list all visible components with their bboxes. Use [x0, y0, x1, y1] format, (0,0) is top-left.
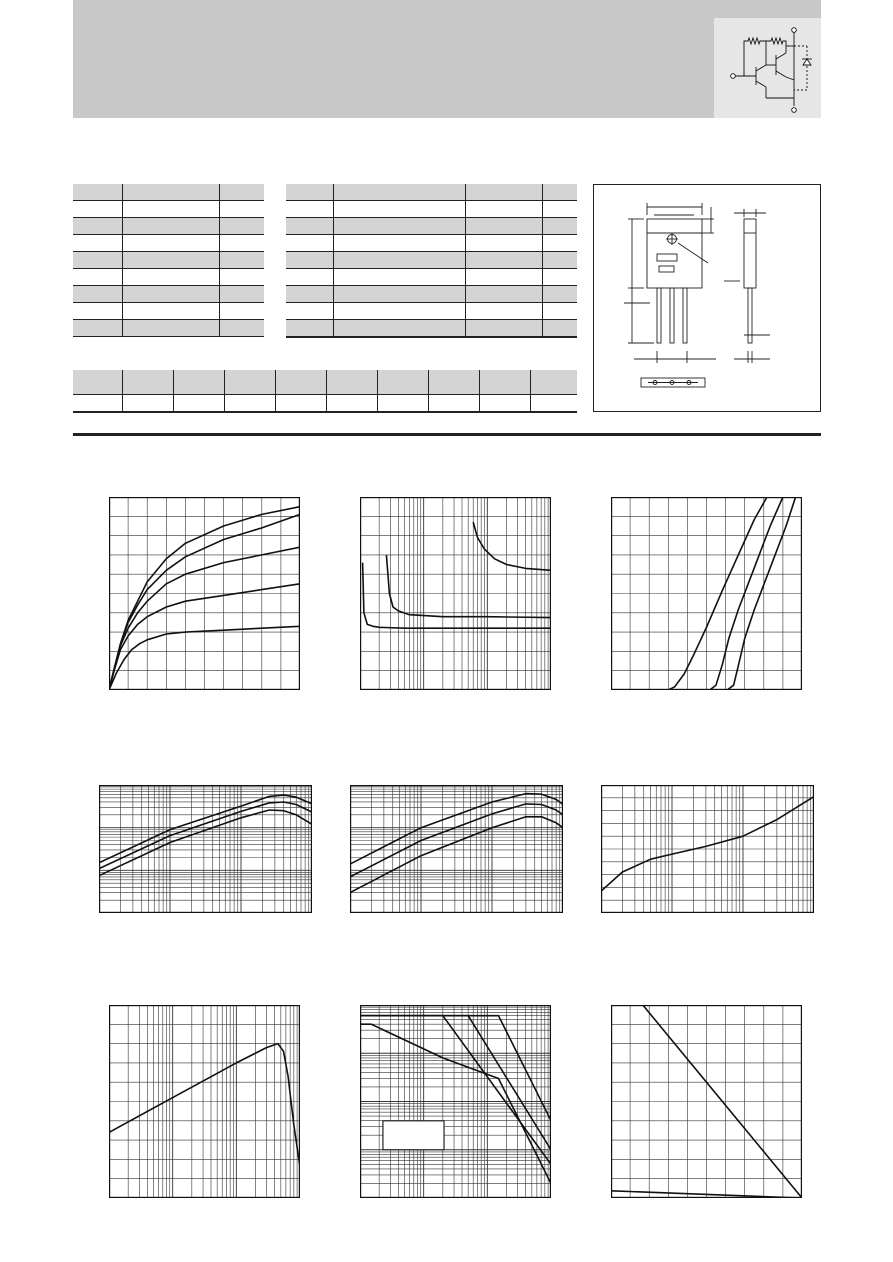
absolute-ratings-table — [73, 184, 264, 337]
annotation-box — [383, 1121, 444, 1150]
chart-safe-operating-area — [360, 1005, 551, 1198]
circuit-symbol — [714, 18, 821, 118]
chart-hfe-ic-a — [99, 785, 312, 913]
chart-power-derating — [611, 1005, 802, 1198]
chart-vce-ib — [360, 497, 551, 690]
chart-ic-vbe — [611, 497, 802, 690]
chart-vce-sat-ic — [601, 785, 814, 913]
chart-hfe-ic-b — [350, 785, 563, 913]
header-band — [73, 0, 821, 118]
plot-background — [99, 785, 312, 913]
section-divider — [73, 433, 821, 436]
package-outline-drawing — [593, 184, 821, 412]
electrical-characteristics-table — [286, 184, 577, 338]
chart-ic-vce — [109, 497, 300, 690]
hfe-classification-table — [73, 370, 577, 413]
chart-ft-ic — [109, 1005, 300, 1198]
